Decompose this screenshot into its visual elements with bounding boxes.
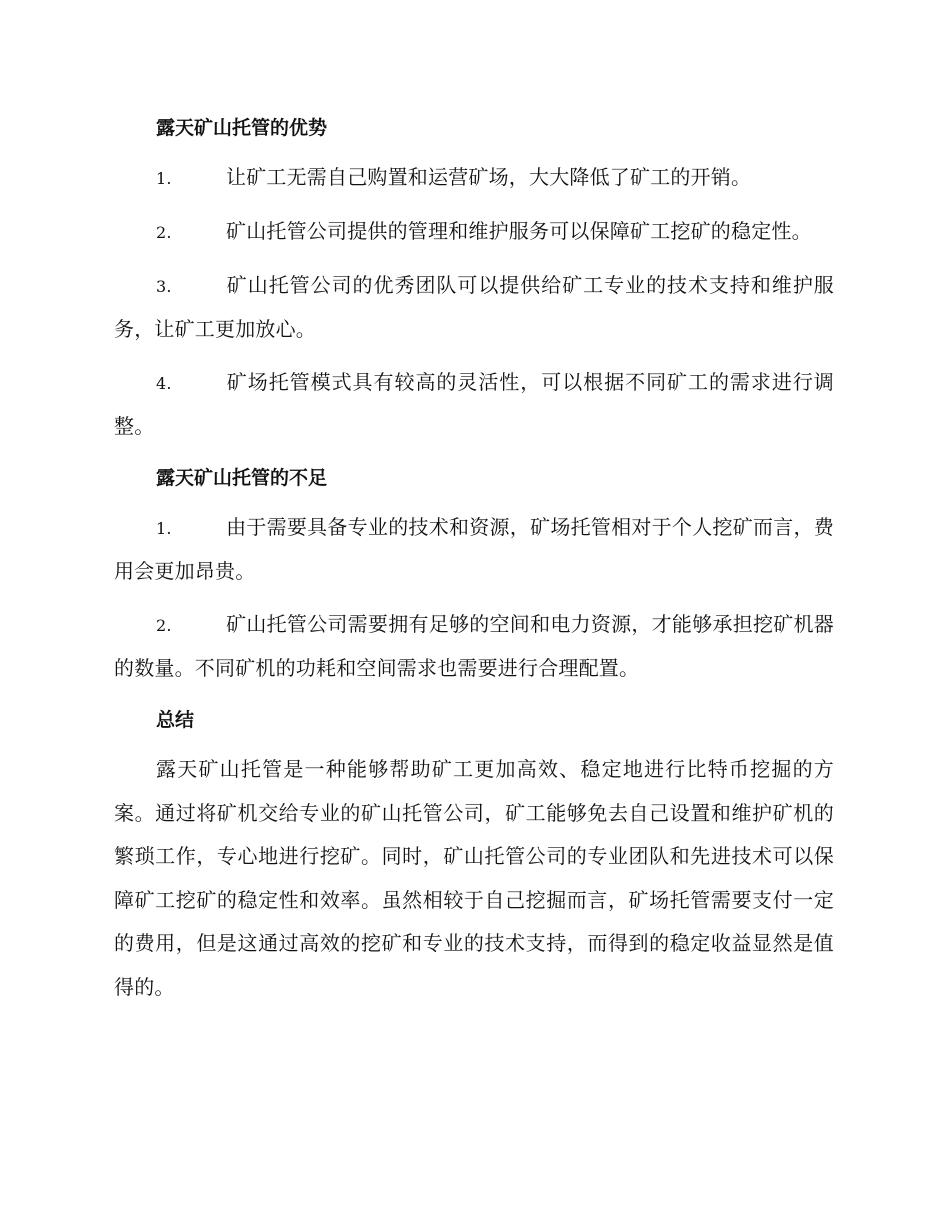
item-number: 2.: [156, 223, 172, 242]
summary-heading: 总结: [156, 709, 195, 731]
disadvantage-item: [114, 506, 834, 593]
advantage-item: [114, 264, 834, 351]
advantage-item: [114, 156, 834, 200]
disadvantages-section: [114, 458, 834, 690]
item-text: 矿山托管公司提供的管理和维护服务可以保障矿工挖矿的稳定性。: [226, 219, 812, 243]
item-number: 1.: [156, 169, 172, 188]
summary-paragraph: 露天矿山托管是一种能够帮助矿工更加高效、稳定地进行比特币挖掘的方案。通过将矿机交给专业的矿山托管公司，矿工能够免去自己设置和维护矿机的繁琐工作，专心地进行挖矿。同时，矿山托管公司的专业团队和先进技术可以保障矿工挖矿的稳定性和效率。虽然相较于自己挖掘而言，矿场托管需要支付一定的费用，但是这通过高效的挖矿和专业的技术支持，而得到的稳定收益显然是值得的。: [114, 757, 834, 999]
disadvantages-heading: 露天矿山托管的不足: [156, 467, 328, 489]
item-text: 由于需要具备专业的技术和资源，矿场托管相对于个人挖矿而言，费用会更加昂贵。: [114, 515, 834, 583]
item-number: 2.: [156, 616, 172, 635]
document-page: [114, 108, 834, 1011]
advantage-item: [114, 361, 834, 448]
advantage-item: [114, 210, 834, 254]
advantages-heading: 露天矿山托管的优势: [156, 117, 328, 139]
advantages-section: [114, 108, 834, 448]
disadvantage-item: [114, 603, 834, 690]
item-text: 矿场托管模式具有较高的灵活性，可以根据不同矿工的需求进行调整。: [114, 370, 834, 438]
summary-section: [114, 700, 834, 1009]
item-text: 让矿工无需自己购置和运营矿场，大大降低了矿工的开销。: [226, 165, 752, 189]
item-number: 1.: [156, 519, 172, 538]
item-number: 4.: [156, 374, 172, 393]
item-text: 矿山托管公司需要拥有足够的空间和电力资源，才能够承担挖矿机器的数量。不同矿机的功耗和空间需求也需要进行合理配置。: [114, 612, 834, 680]
item-number: 3.: [156, 277, 172, 296]
item-text: 矿山托管公司的优秀团队可以提供给矿工专业的技术支持和维护服务，让矿工更加放心。: [114, 273, 834, 341]
